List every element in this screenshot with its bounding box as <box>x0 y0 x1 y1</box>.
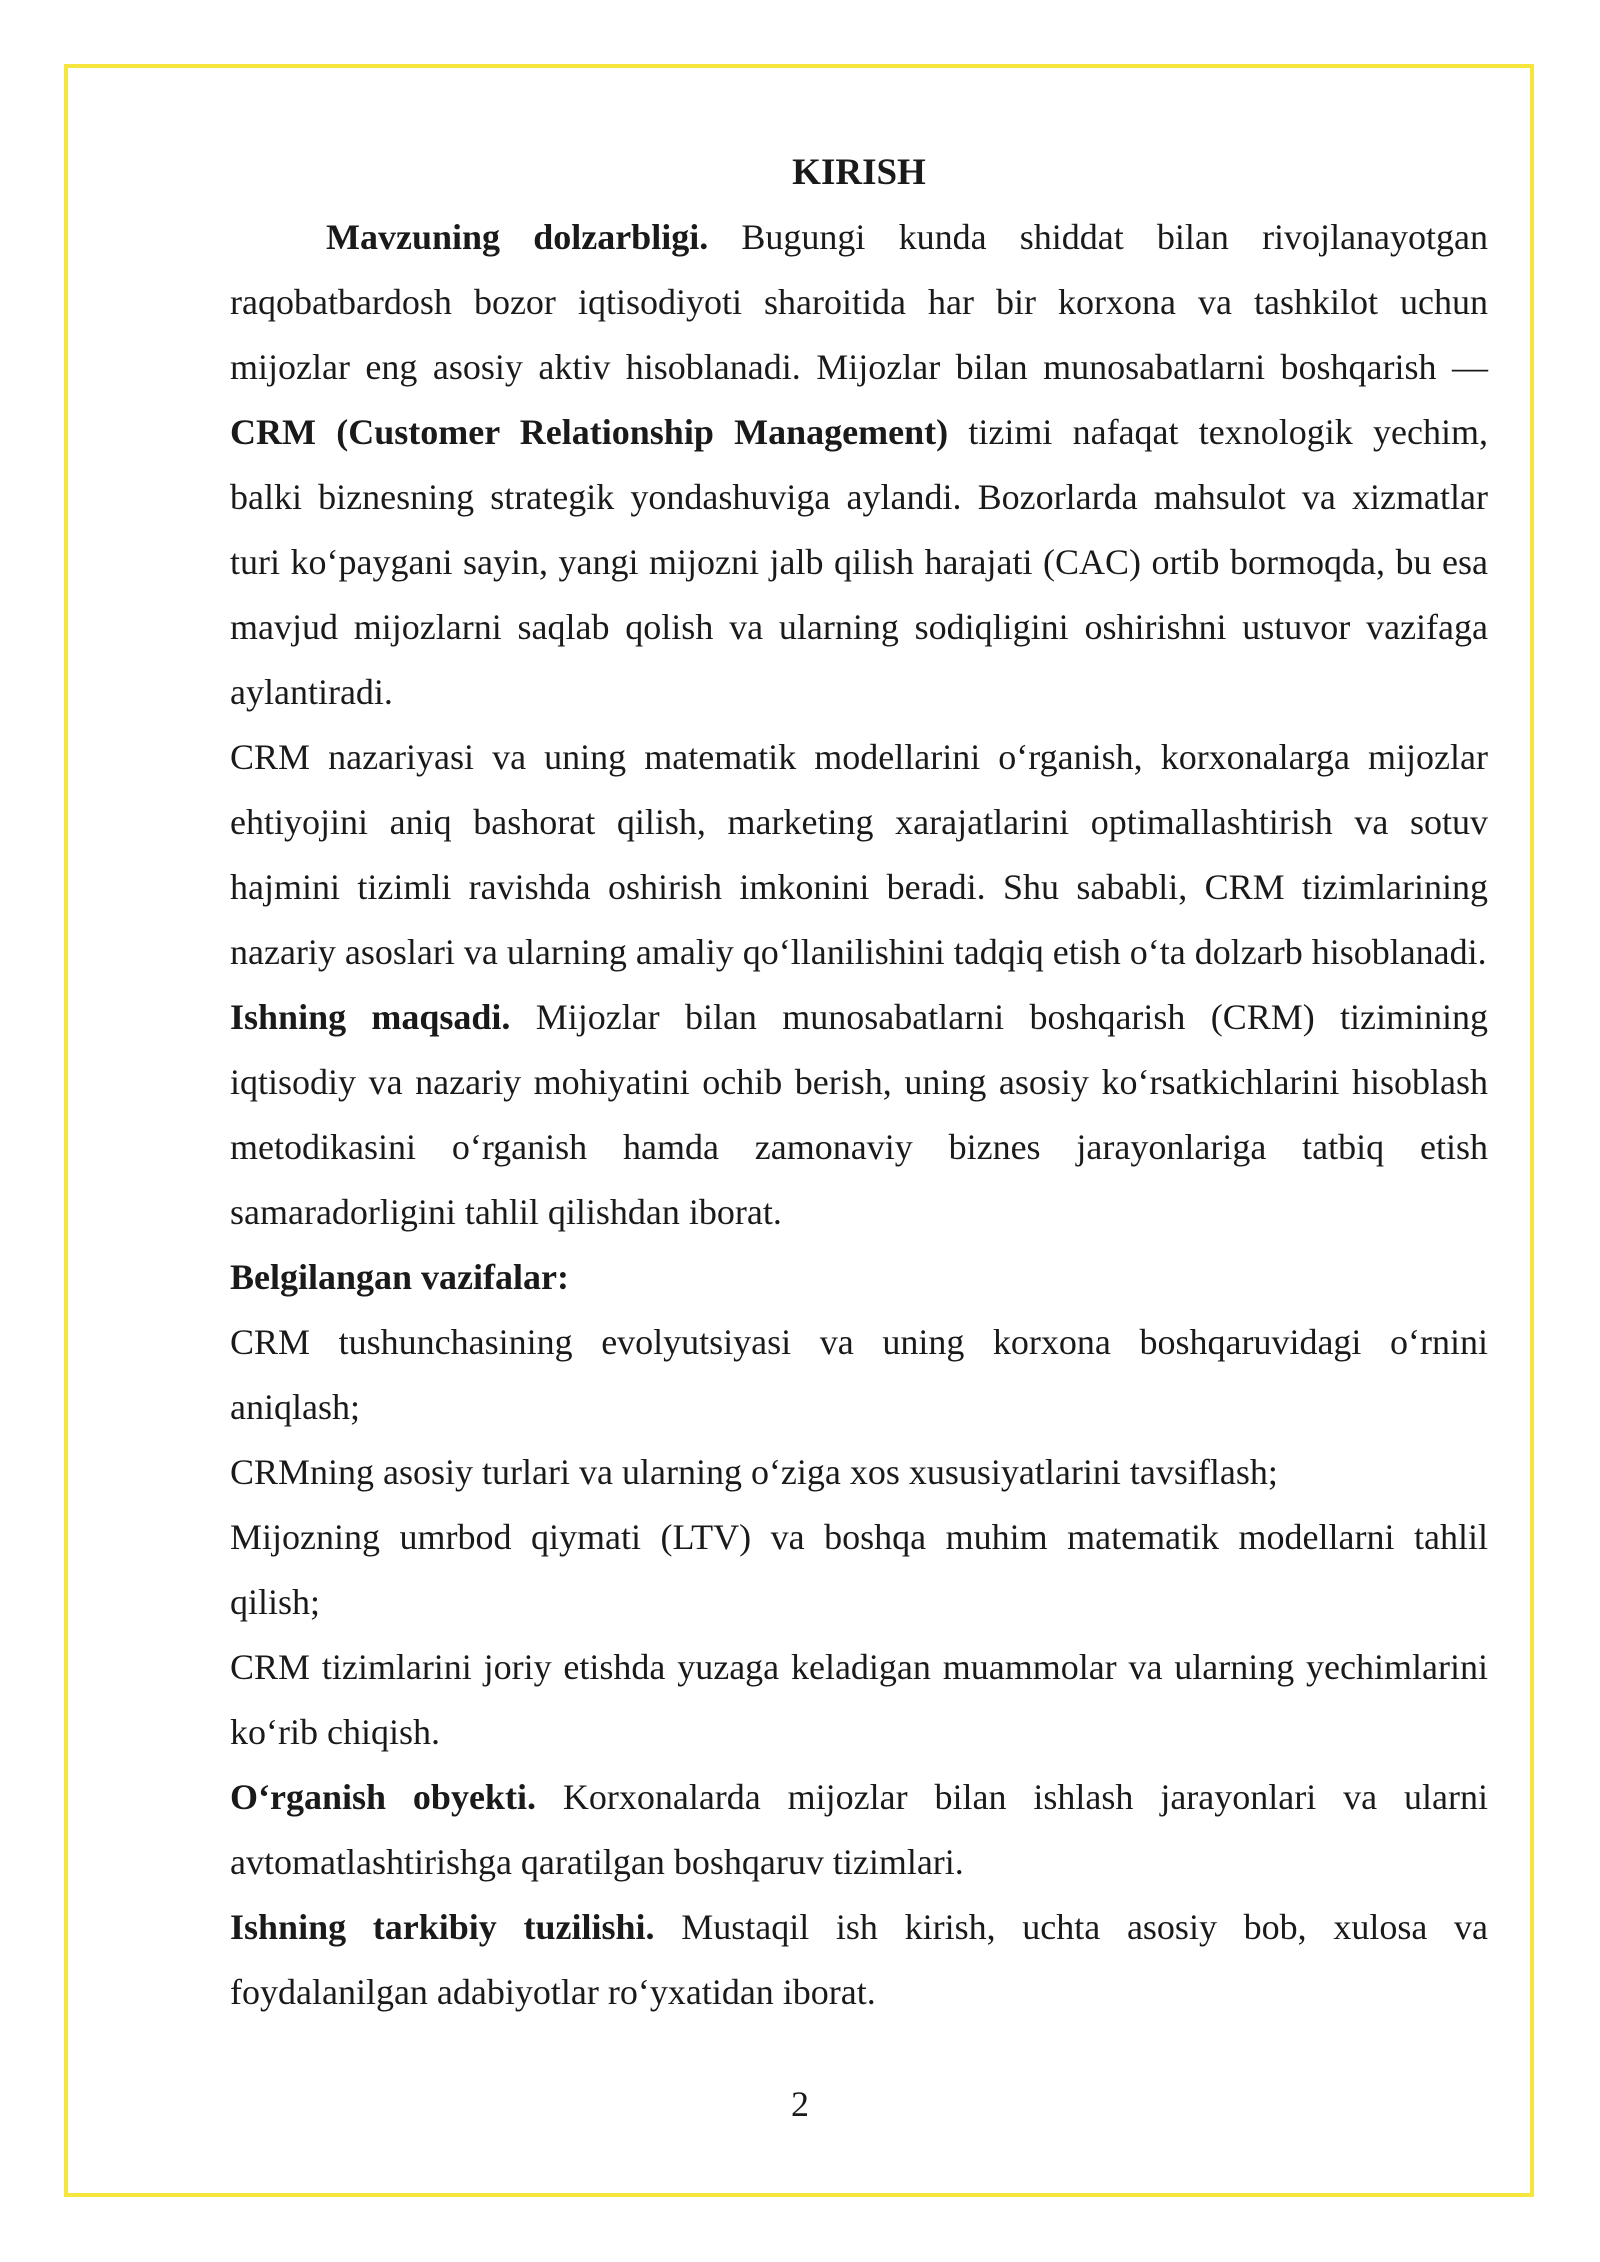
task-item-4: CRM tizimlarini joriy etishda yuzaga keladigan muammolar va ularning yechimlarini koʻrib chiqish. <box>230 1647 1488 1752</box>
object-paragraph <box>230 1765 1488 1895</box>
tasks-label: Belgilangan vazifalar: <box>230 1257 569 1297</box>
document-body <box>230 140 1488 2025</box>
structure-paragraph <box>230 1895 1488 2025</box>
page-number: 2 <box>791 2084 809 2124</box>
crm-theory-paragraph: CRM nazariyasi va uning matematik modellarini oʻrganish, korxonalarga mijozlar ehtiyojini aniq bashorat qilish, marketing xarajatlarini optimallashtirish va sotuv hajmini tizimli ravishda oshirish imkonini beradi. Shu sababli, CRM tizimlarining nazariy asoslari va ularning amaliy qoʻllanilishini tadqiq etish oʻta dolzarb hisoblanadi. <box>230 737 1488 972</box>
tasks-heading <box>230 1245 1488 1310</box>
structure-text: Mustaqil ish kirish, uchta asosiy bob, xulosa va foydalanilgan adabiyotlar roʻyxatidan iborat. <box>230 1907 1488 2012</box>
structure-label: Ishning tarkibiy tuzilishi. <box>230 1907 655 1947</box>
task-item-2: CRMning asosiy turlari va ularning oʻziga xos xususiyatlarini tavsiflash; <box>230 1452 1278 1492</box>
relevance-text-2: tizimi nafaqat texnologik yechim, balki biznesning strategik yondashuviga aylandi. Bozorlarda mahsulot va xizmatlar turi koʻpaygani sayin, yangi mijozni jalb qilish harajati (CAC) ortib bormoqda, bu esa mavjud mijozlarni saqlab qolish va ularning sodiqligini oshirishni ustuvor vazifaga aylantiradi. <box>230 412 1489 712</box>
object-text: Korxonalarda mijozlar bilan ishlash jarayonlari va ularni avtomatlashtirishga qaratilgan boshqaruv tizimlari. <box>230 1777 1488 1882</box>
goal-label: Ishning maqsadi. <box>230 997 511 1037</box>
relevance-label: Mavzuning dolzarbligi. <box>326 217 709 257</box>
task-item-1: CRM tushunchasining evolyutsiyasi va uning korxona boshqaruvidagi oʻrnini aniqlash; <box>230 1322 1488 1427</box>
goal-text: Mijozlar bilan munosabatlarni boshqarish (CRM) tizimining iqtisodiy va nazariy mohiyatini ochib berish, uning asosiy koʻrsatkichlarini hisoblash metodikasini oʻrganish hamda zamonaviy biznes jarayonlariga tatbiq etish samaradorligini tahlil qilishdan iborat. <box>230 997 1488 1232</box>
crm-term: CRM (Customer Relationship Management) <box>230 412 949 452</box>
goal-paragraph <box>230 985 1488 1245</box>
task-item-3: Mijozning umrbod qiymati (LTV) va boshqa muhim matematik modellarni tahlil qilish; <box>230 1517 1488 1622</box>
object-label: Oʻrganish obyekti. <box>230 1777 536 1817</box>
page-title: KIRISH <box>792 152 926 193</box>
relevance-text-1: Bugungi kunda shiddat bilan rivojlanayotgan raqobatbardosh bozor iqtisodiyoti sharoitida har bir korxona va tashkilot uchun mijozlar eng asosiy aktiv hisoblanadi. Mijozlar bilan munosabatlarni boshqarish — <box>230 217 1489 387</box>
relevance-paragraph <box>230 205 1488 725</box>
